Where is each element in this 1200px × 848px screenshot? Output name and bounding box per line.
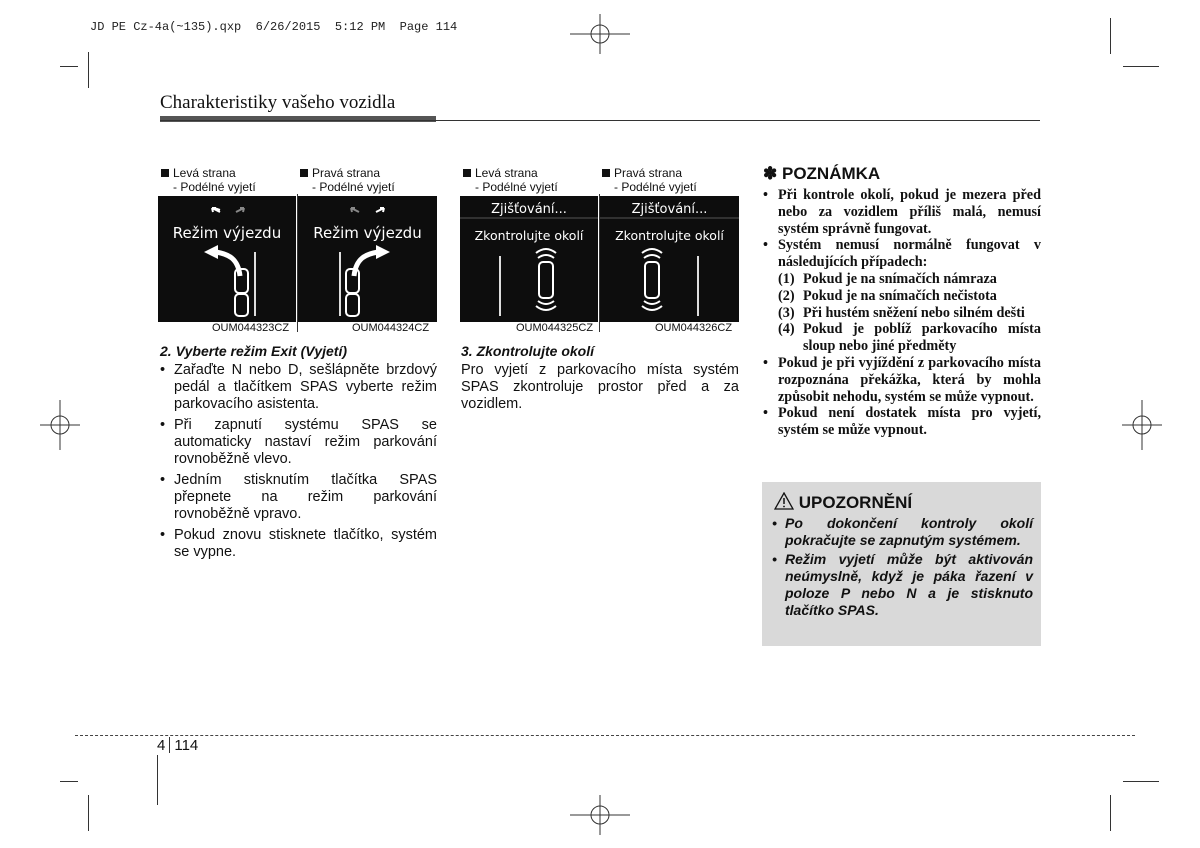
note-title: POZNÁMKA	[781, 164, 881, 183]
crop-mark	[1110, 795, 1111, 831]
asterisk-icon: ✽	[763, 164, 778, 183]
crop-mark	[88, 795, 89, 831]
step-3-section	[461, 343, 739, 413]
note-item: • Pokud není dostatek místa pro vyjetí, systém se může vypnout.	[763, 405, 1041, 439]
crop-mark	[88, 52, 89, 88]
note-subitem: (3) Při hustém sněžení nebo silném dešti	[778, 304, 1025, 321]
list-item: • Pokud znovu stisknete tlačítko, systém se vypne.	[160, 527, 437, 561]
figure-code: OUM044325CZ	[516, 322, 594, 334]
note-subitem: (2) Pokud je na snímačích nečistota	[778, 287, 997, 304]
note-item: • Systém nemusí normálně fungovat v následujících případech:	[763, 237, 1041, 271]
warning-triangle-icon	[774, 492, 794, 510]
crop-mark	[1110, 18, 1111, 54]
note-section	[763, 164, 1041, 439]
display-screen-right-check	[600, 196, 739, 322]
screen-exit-mode-text: Režim výjezdu	[172, 224, 282, 242]
list-item: • Jedním stisknutím tlačítka SPAS přepnete na režim parkování rovnoběžně vpravo.	[160, 472, 437, 523]
caution-heading	[774, 492, 912, 513]
footer-divider	[75, 735, 1135, 736]
list-item: • Při zapnutí systému SPAS se automaticky nastaví režim parkování rovnoběžně vlevo.	[160, 417, 437, 468]
title-rule	[160, 116, 436, 122]
step-3-title: 3. Zkontrolujte okolí	[461, 343, 595, 359]
figure-label-right: Pravá strana - Podélné vyjetí	[602, 166, 697, 194]
figure-exit-mode	[158, 166, 437, 338]
screen-check-text: Zkontrolujte okolí	[615, 228, 724, 243]
figure-code: OUM044323CZ	[212, 322, 290, 334]
section-title: Charakteristiky vašeho vozidla	[160, 92, 396, 113]
crop-mark	[60, 781, 78, 782]
step-2-section	[160, 343, 437, 565]
registration-mark-left	[40, 400, 80, 450]
display-screen-left-exit	[158, 196, 296, 322]
screen-detecting-text: Zjišťování...	[491, 202, 567, 217]
crop-mark	[1123, 66, 1159, 67]
step-2-title: 2. Vyberte režim Exit (Vyjetí)	[160, 343, 348, 359]
title-underline	[160, 120, 1040, 121]
page-number-value: 114	[174, 737, 199, 754]
caution-title: UPOZORNĚNÍ	[798, 493, 913, 512]
display-screen-left-check	[460, 196, 598, 322]
note-subitem: (4) Pokud je poblíž parkovacího místa sloup nebo jiné předměty	[778, 321, 1041, 355]
crop-mark	[157, 755, 158, 805]
screen-check-text: Zkontrolujte okolí	[474, 228, 584, 243]
caution-box	[762, 482, 1041, 646]
figure-code: OUM044326CZ	[655, 322, 733, 334]
screen-exit-mode-text: Režim výjezdu	[313, 224, 422, 242]
note-item: • Při kontrole okolí, pokud je mezera před nebo za vozidlem příliš malá, nemusí systém správně fungovat.	[763, 187, 1041, 237]
figure-check-surroundings	[460, 166, 739, 338]
figure-label-left: Levá strana - Podélné vyjetí	[463, 166, 558, 194]
note-heading	[763, 164, 1041, 184]
figure-code: OUM044324CZ	[352, 322, 430, 334]
chapter-number: 4	[157, 737, 166, 754]
crop-mark	[60, 66, 78, 67]
registration-mark-bottom	[570, 795, 630, 835]
caution-item: • Po dokončení kontroly okolí pokračujte se zapnutým systémem.	[770, 515, 1033, 549]
registration-mark-right	[1122, 400, 1162, 450]
list-item: • Zařaďte N nebo D, sešlápněte brzdový pedál a tlačítkem SPAS vyberte režim parkovacího asistenta.	[160, 362, 437, 413]
figure-label-right: Pravá strana - Podélné vyjetí	[300, 166, 395, 194]
caution-item: • Režim vyjetí může být aktivován neúmyslně, když je páka řazení v poloze P nebo N a je stisknuto tlačítko SPAS.	[770, 551, 1033, 619]
figure-label-left: Levá strana - Podélné vyjetí	[161, 166, 256, 194]
step-3-text: Pro vyjetí z parkovacího místa systém SPAS zkontroluje prostor před a za vozidlem.	[461, 362, 739, 412]
display-screen-right-exit	[298, 196, 437, 322]
page-number	[157, 737, 198, 754]
note-item: • Pokud je při vyjíždění z parkovacího místa rozpoznána překážka, která by mohla způsobit nehodu, systém se může vypnout.	[763, 355, 1041, 405]
screen-detecting-text: Zjišťování...	[631, 202, 708, 217]
crop-mark	[1123, 781, 1159, 782]
note-subitem: (1) Pokud je na snímačích námraza	[778, 270, 997, 287]
registration-mark-top	[570, 14, 630, 54]
print-header: JD PE Cz-4a(~135).qxp 6/26/2015 5:12 PM Page 114	[90, 20, 458, 34]
